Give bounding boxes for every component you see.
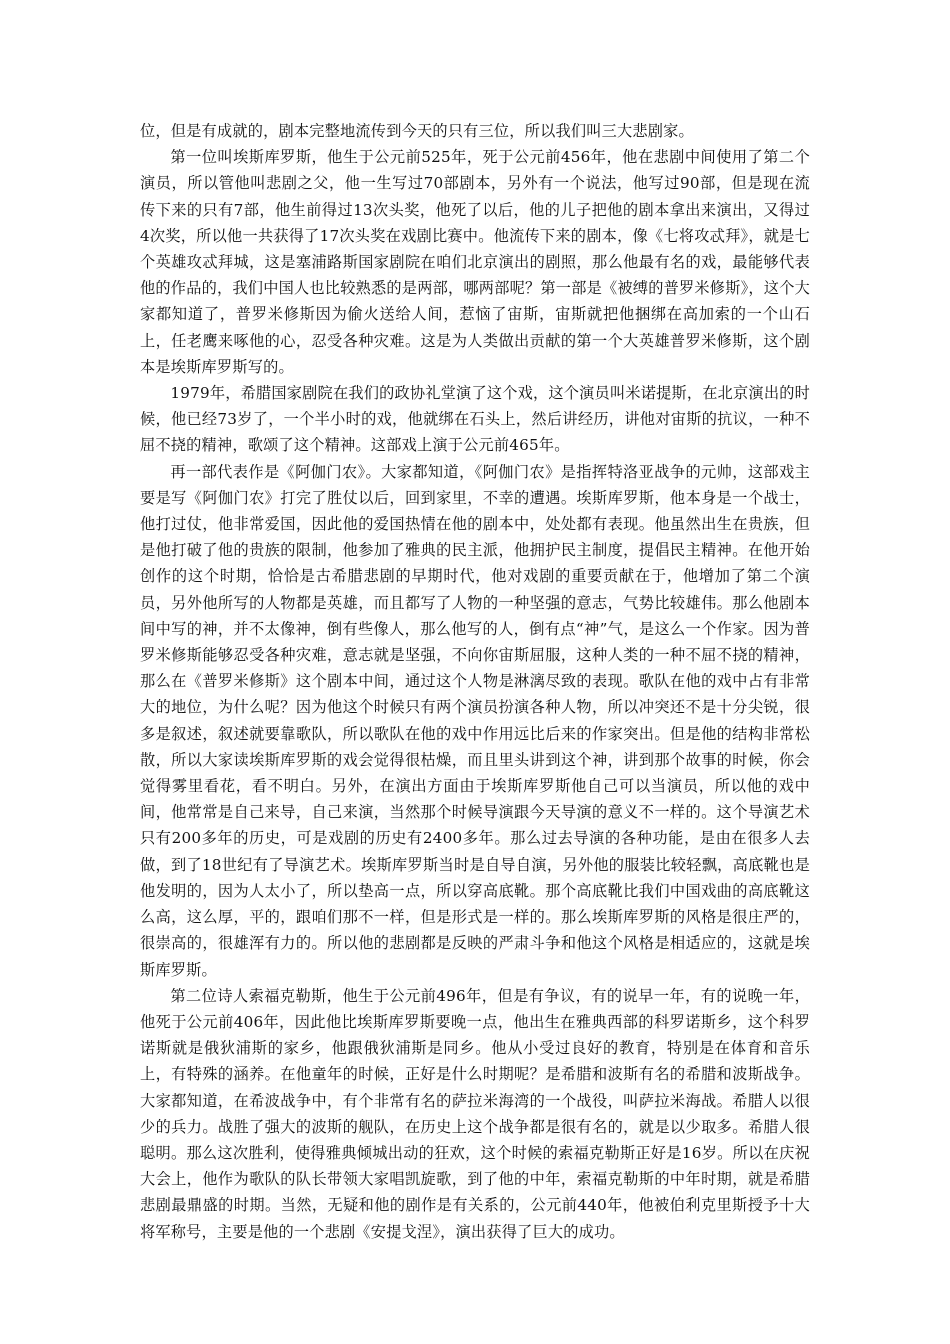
document-page bbox=[140, 118, 810, 1245]
paragraph-agamemnon: 再一部代表作是《阿伽门农》。大家都知道，《阿伽门农》是指挥特洛亚战争的元帅，这部戏主要是写《阿伽门农》打完了胜仗以后，回到家里，不幸的遭遇。埃斯库罗斯，他本身是一个战士，他打过仗，他非常爱国，因此他的爱国热情在他的剧本中，处处都有表现。他虽然出生在贵族，但是他打破了他的贵族的限制，他参加了雅典的民主派，他拥护民主制度，提倡民主精神。在他开始创作的这个时期，恰恰是古希腊悲剧的早期时代，他对戏剧的重要贡献在于，他增加了第二个演员，另外他所写的人物都是英雄，而且都写了人物的一种坚强的意志，气势比较雄伟。那么他剧本间中写的神，并不太像神，倒有些像人，那么他写的人，倒有点“神”气，是这么一个作家。因为普罗米修斯能够忍受各种灾难，意志就是坚强，不向你宙斯屈服，这种人类的一种不屈不挠的精神，那么在《普罗米修斯》这个剧本中间，通过这个人物是淋漓尽致的表现。歌队在他的戏中占有非常大的地位，为什么呢？因为他这个时候只有两个演员扮演各种人物，所以冲突还不是十分尖锐，很多是叙述，叙述就要靠歌队，所以歌队在他的戏中作用远比后来的作家突出。但是他的结构非常松散，所以大家读埃斯库罗斯的戏会觉得很枯燥，而且里头讲到这个神，讲到那个故事的时候，你会觉得雾里看花，看不明白。另外，在演出方面由于埃斯库罗斯他自己可以当演员，所以他的戏中间，他常常是自己来导，自己来演，当然那个时候导演跟今天导演的意义不一样的。这个导演艺术只有200多年的历史，可是戏剧的历史有2400多年。那么过去导演的各种功能，是由在很多人去做，到了18世纪有了导演艺术。埃斯库罗斯当时是自导自演，另外他的服装比较轻飘，高底靴也是他发明的，因为人太小了，所以垫高一点，所以穿高底靴。那个高底靴比我们中国戏曲的高底靴这么高，这么厚，平的，跟咱们那不一样，但是形式是一样的。那么埃斯库罗斯的风格是很庄严的，很崇高的，很雄浑有力的。所以他的悲剧都是反映的严肃斗争和他这个风格是相适应的，这就是埃斯库罗斯。 bbox=[140, 462, 810, 979]
paragraph-aeschylus-intro: 第一位叫埃斯库罗斯，他生于公元前525年，死于公元前456年，他在悲剧中间使用了第二个演员，所以管他叫悲剧之父，他一生写过70部剧本，另外有一个说法，他写过90部，但是现在流传下来的只有7部，他生前得过13次头奖，他死了以后，他的儿子把他的剧本拿出来演出，又得过4次奖，所以他一共获得了17次头奖在戏剧比赛中。他流传下来的剧本，像《七将攻忒拜》，就是七个英雄攻忒拜城，这是塞浦路斯国家剧院在咱们北京演出的剧照，那么他最有名的戏，最能够代表他的作品的，我们中国人也比较熟悉的是两部，哪两部呢？第一部是《被缚的普罗米修斯》，这个大家都知道了，普罗米修斯因为偷火送给人间，惹恼了宙斯，宙斯就把他捆绑在高加索的一个山石上，任老鹰来啄他的心，忍受各种灾难。这是为人类做出贡献的第一个大英雄普罗米修斯，这个剧本是埃斯库罗斯写的。 bbox=[140, 148, 810, 376]
paragraph-continuation: 位，但是有成就的，剧本完整地流传到今天的只有三位，所以我们叫三大悲剧家。 bbox=[140, 122, 694, 140]
paragraph-1979-performance: 1979年，希腊国家剧院在我们的政协礼堂演了这个戏，这个演员叫米诺提斯，在北京演出的时候，他已经73岁了，一个半小时的戏，他就绑在石头上，然后讲经历，讲他对宙斯的抗议，一种不屈不挠的精神，歌颂了这个精神。这部戏上演于公元前465年。 bbox=[140, 384, 810, 455]
paragraph-sophocles: 第二位诗人索福克勒斯，他生于公元前496年，但是有争议，有的说早一年，有的说晚一年，他死于公元前406年，因此他比埃斯库罗斯要晚一点，他出生在雅典西部的科罗诺斯乡，这个科罗诺斯就是俄狄浦斯的家乡，他跟俄狄浦斯是同乡。他从小受过良好的教育，特别是在体育和音乐上，有特殊的涵养。在他童年的时候，正好是什么时期呢？是希腊和波斯有名的希腊和波斯战争。大家都知道，在希波战争中，有个非常有名的萨拉米海湾的一个战役，叫萨拉米海战。希腊人以很少的兵力。战胜了强大的波斯的舰队，在历史上这个战争都是很有名的，就是以少取多。希腊人很聪明。那么这次胜利，使得雅典倾城出动的狂欢，这个时候的索福克勒斯正好是16岁。所以在庆祝大会上，他作为歌队的队长带领大家唱凯旋歌，到了他的中年，索福克勒斯的中年时期，就是希腊悲剧最鼎盛的时期。当然，无疑和他的剧作是有关系的，公元前440年，他被伯利克里斯授予十大将军称号，主要是他的一个悲剧《安提戈涅》，演出获得了巨大的成功。 bbox=[140, 986, 810, 1241]
